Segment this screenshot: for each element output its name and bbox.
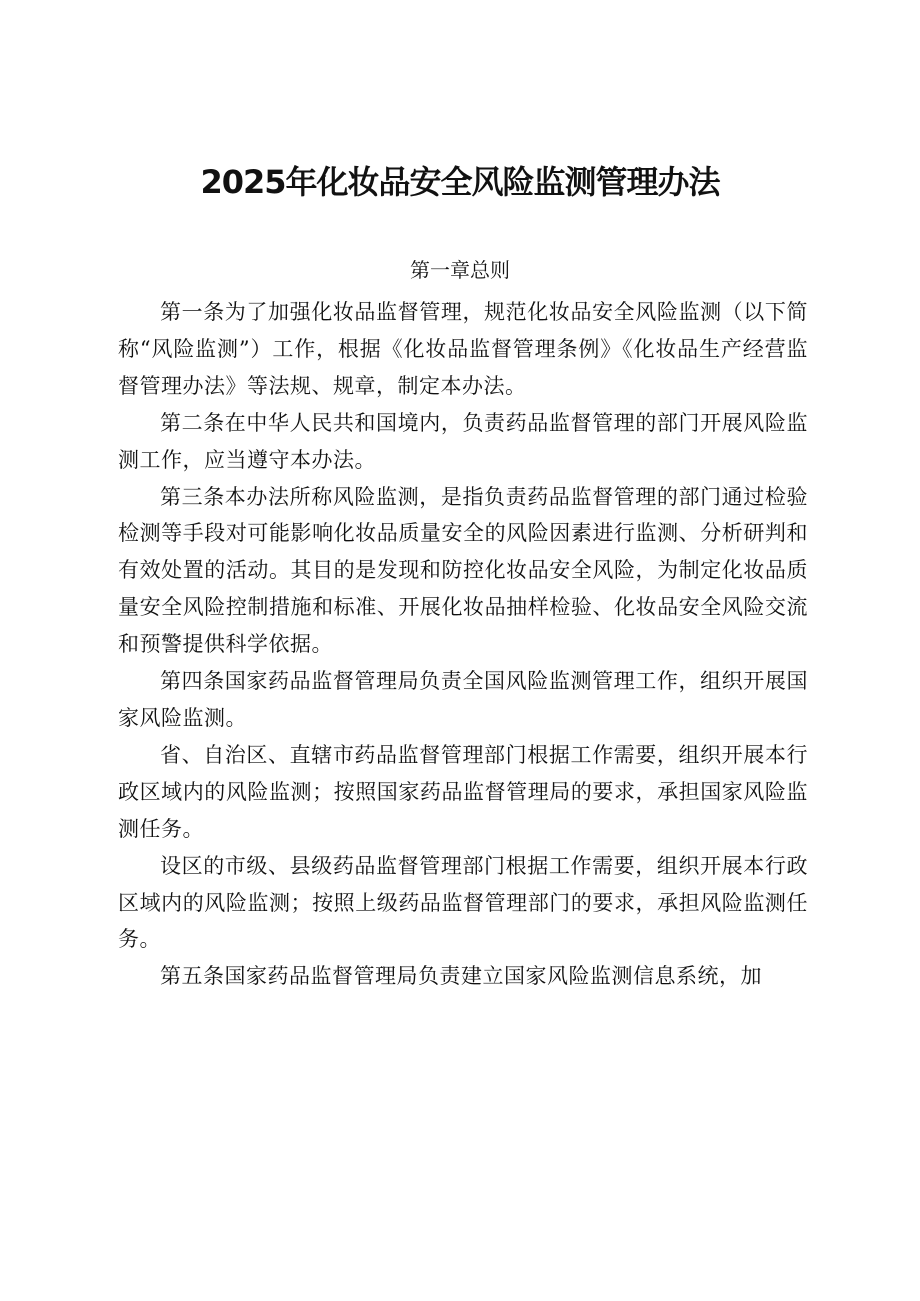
- paragraph-article-2: 第二条在中华人民共和国境内，负责药品监督管理的部门开展风险监测工作，应当遵守本办法。: [118, 410, 808, 472]
- paragraph-article-3: 第三条本办法所称风险监测，是指负责药品监督管理的部门通过检验检测等手段对可能影响化妆品质量安全的风险因素进行监测、分析研判和有效处置的活动。其目的是发现和防控化妆品安全风险，为制定化妆品质量安全风险控制措施和标准、开展化妆品抽样检验、化妆品安全风险交流和预警提供科学依据。: [118, 484, 808, 657]
- paragraph-provincial: 省、自治区、直辖市药品监督管理部门根据工作需要，组织开展本行政区域内的风险监测；按照国家药品监督管理局的要求，承担国家风险监测任务。: [118, 742, 808, 841]
- paragraph-municipal: 设区的市级、县级药品监督管理部门根据工作需要，组织开展本行政区域内的风险监测；按照上级药品监督管理部门的要求，承担风险监测任务。: [118, 853, 808, 952]
- document-body: [118, 294, 808, 995]
- paragraph-article-5: 第五条国家药品监督管理局负责建立国家风险监测信息系统，加: [160, 964, 762, 989]
- paragraph-article-1: 第一条为了加强化妆品监督管理，规范化妆品安全风险监测（以下简称“风险监测”）工作，根据《化妆品监督管理条例》《化妆品生产经营监督管理办法》等法规、规章，制定本办法。: [118, 300, 808, 398]
- paragraph-article-4: 第四条国家药品监督管理局负责全国风险监测管理工作，组织开展国家风险监测。: [118, 669, 808, 730]
- chapter-heading: 第一章总则: [410, 258, 510, 282]
- document-title: 2025年化妆品安全风险监测管理办法: [200, 163, 720, 201]
